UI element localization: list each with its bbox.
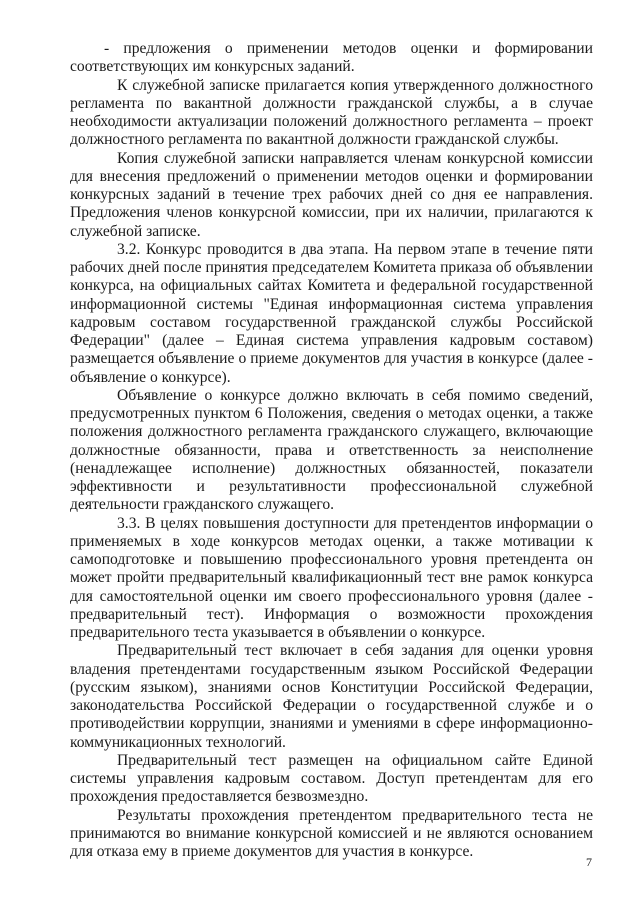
paragraph-attachment: К служебной записке прилагается копия утвержденного должностного регламента по вакантной должности гражданской службы, а в случае необходимости актуализации положений должностного регламента – проект должностного регламента по вакантной должности гражданской службы. [70,76,593,149]
paragraph-test-access: Предварительный тест размещен на официальном сайте Единой системы управления кадровым составом. Доступ претендентам для его прохождения предоставляется безвозмездно. [70,751,593,806]
paragraph-test-content: Предварительный тест включает в себя задания для оценки уровня владения претендентами государственным языком Российской Федерации (русским языком), знаниями основ Конституции Российской Федерации, законодательства Российской Федерации о государственной службе и о противодействии коррупции, знаниями и умениями в сфере информационно-коммуникационных технологий. [70,642,593,751]
paragraph-proposals-item: - предложения о применении методов оценки и формировании соответствующих им конкурсных заданий. [70,40,593,76]
paragraph-announcement-content: Объявление о конкурсе должно включать в себя помимо сведений, предусмотренных пунктом 6 Положения, сведения о методах оценки, а также положения должностного регламента гражданского служащего, включающие должностные обязанности, права и ответственность за неисполнение (ненадлежащее исполнение) должностных обязанностей, показатели эффективности и результативности профессиональной служебной деятельности гражданского служащего. [70,386,593,514]
paragraph-test-results: Результаты прохождения претендентом предварительного теста не принимаются во внимание конкурсной комиссией и не являются основанием для отказа ему в приеме документов для участия в конкурсе. [70,806,593,860]
document-body [70,40,593,861]
paragraph-3-2: 3.2. Конкурс проводится в два этапа. На первом этапе в течение пяти рабочих дней после принятия председателем Комитета приказа об объявлении конкурса, на официальных сайтах Комитета и федеральной государственной информационной системы "Единая информационная система управления кадровым составом государственной гражданской службы Российской Федерации" (далее – Единая система управления кадровым составом) размещается объявление о приеме документов для участия в конкурсе (далее - объявление о конкурсе). [70,240,593,386]
page-number: 7 [586,855,592,869]
paragraph-3-3: 3.3. В целях повышения доступности для претендентов информации о применяемых в ходе конкурсов методах оценки, а также мотивации к самоподготовке и повышению профессионального уровня претендента он может пройти предварительный квалификационный тест вне рамок конкурса для самостоятельной оценки им своего профессионального уровня (далее - предварительный тест). Информация о возможности прохождения предварительного теста указывается в объявлении о конкурсе. [70,514,593,641]
paragraph-copy-distribution: Копия служебной записки направляется членам конкурсной комиссии для внесения предложений о применении методов оценки и формировании конкурсных заданий в течение трех рабочих дней со дня ее направления. Предложения членов конкурсной комиссии, при их наличии, прилагаются к служебной записке. [70,149,593,240]
